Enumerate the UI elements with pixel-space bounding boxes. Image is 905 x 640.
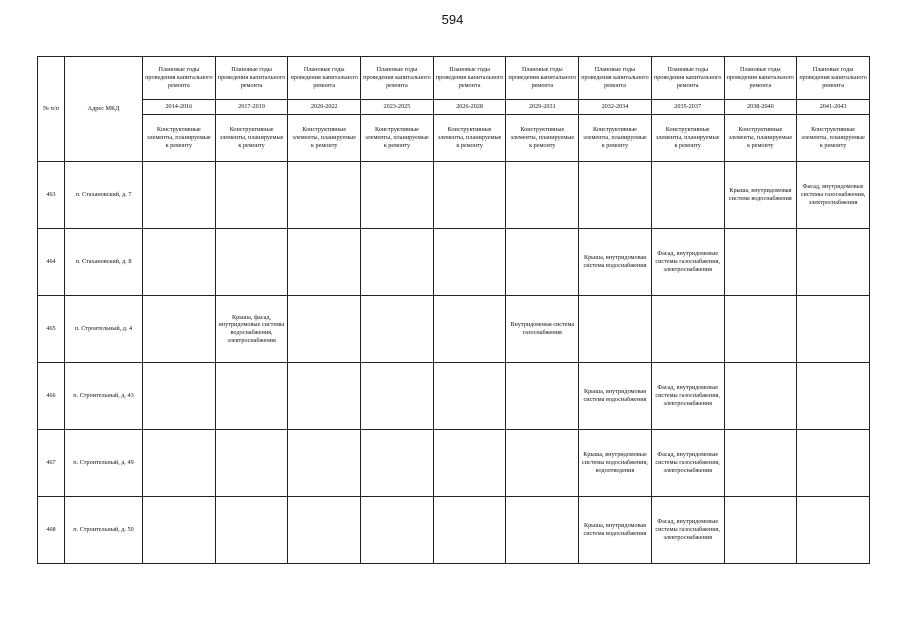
- row-number: 464: [38, 229, 65, 296]
- repair-cell: [288, 497, 361, 564]
- planned-years-header: Плановые годы проведения капитального ремонта: [433, 57, 506, 100]
- year-range-header: 2029-2031: [506, 100, 579, 115]
- repair-cell: [579, 162, 652, 229]
- row-number: 468: [38, 497, 65, 564]
- repair-cell: Фасад, внутридомовые системы газоснабжения, электроснабжения: [651, 497, 724, 564]
- column-header-address: Адрес МКД: [65, 57, 143, 162]
- elements-header: Конструктивные элементы, планируемые к ремонту: [361, 115, 434, 162]
- repair-cell: [651, 162, 724, 229]
- planned-years-header: Плановые годы проведения капитального ремонта: [724, 57, 797, 100]
- repair-cell: [433, 296, 506, 363]
- table-body: [38, 162, 870, 564]
- column-header-number: № п/п: [38, 57, 65, 162]
- repair-cell: Фасад, внутридомовые системы газоснабжения, электроснабжения: [651, 430, 724, 497]
- repair-cell: [288, 363, 361, 430]
- header-row-planned: [38, 57, 870, 100]
- repair-cell: [143, 162, 216, 229]
- elements-header: Конструктивные элементы, планируемые к ремонту: [288, 115, 361, 162]
- repair-cell: [288, 162, 361, 229]
- planned-years-header: Плановые годы проведения капитального ремонта: [651, 57, 724, 100]
- repair-cell: [433, 363, 506, 430]
- repair-cell: [215, 430, 288, 497]
- elements-header: Конструктивные элементы, планируемые к ремонту: [433, 115, 506, 162]
- table-row: [38, 162, 870, 229]
- row-address: п. Строительный, д. 49: [65, 430, 143, 497]
- repair-cell: [215, 363, 288, 430]
- repair-cell: [361, 363, 434, 430]
- year-range-header: 2032-2034: [579, 100, 652, 115]
- repair-cell: [215, 229, 288, 296]
- planned-years-header: Плановые годы проведения капитального ремонта: [143, 57, 216, 100]
- repair-cell: [361, 430, 434, 497]
- repair-cell: Крыша, внутридомовая система водоснабжения: [579, 363, 652, 430]
- repair-cell: [433, 430, 506, 497]
- repair-cell: [361, 296, 434, 363]
- repair-cell: Крыша, внутридомовая система водоснабжения: [579, 229, 652, 296]
- repair-cell: [797, 497, 870, 564]
- repair-cell: [797, 296, 870, 363]
- elements-header: Конструктивные элементы, планируемые к ремонту: [506, 115, 579, 162]
- year-range-header: 2023-2025: [361, 100, 434, 115]
- page-number: 594: [441, 12, 464, 27]
- table-row: [38, 229, 870, 296]
- repair-cell: [797, 363, 870, 430]
- row-address: п. Строительный, д. 43: [65, 363, 143, 430]
- year-range-header: 2020-2022: [288, 100, 361, 115]
- row-address: п. Строительный, д. 4: [65, 296, 143, 363]
- repair-cell: [433, 162, 506, 229]
- repair-cell: [797, 430, 870, 497]
- repair-cell: Фасад, внутридомовые системы газоснабжения, электроснабжения: [651, 363, 724, 430]
- repair-cell: [651, 296, 724, 363]
- repair-cell: [506, 430, 579, 497]
- repair-cell: [143, 497, 216, 564]
- table-row: [38, 497, 870, 564]
- planned-years-header: Плановые годы проведения капитального ремонта: [288, 57, 361, 100]
- table-row: [38, 430, 870, 497]
- repair-cell: [724, 430, 797, 497]
- year-range-header: 2035-2037: [651, 100, 724, 115]
- repair-cell: [288, 296, 361, 363]
- repair-cell: Фасад, внутридомовые системы газоснабжения, электроснабжения: [797, 162, 870, 229]
- repair-cell: Крыша, внутридомовые системы водоснабжения, водоотведения: [579, 430, 652, 497]
- repair-cell: [506, 162, 579, 229]
- table-row: [38, 296, 870, 363]
- table-header: [38, 57, 870, 162]
- row-address: п. Стахановский, д. 7: [65, 162, 143, 229]
- repair-cell: [215, 497, 288, 564]
- repair-cell: [579, 296, 652, 363]
- elements-header: Конструктивные элементы, планируемые к ремонту: [143, 115, 216, 162]
- planned-years-header: Плановые годы проведения капитального ремонта: [361, 57, 434, 100]
- year-range-header: 2014-2016: [143, 100, 216, 115]
- planned-years-header: Плановые годы проведения капитального ремонта: [506, 57, 579, 100]
- repair-cell: [797, 229, 870, 296]
- repair-cell: Фасад, внутридомовые системы газоснабжения, электроснабжения: [651, 229, 724, 296]
- row-number: 465: [38, 296, 65, 363]
- repair-cell: [433, 229, 506, 296]
- repair-cell: [288, 229, 361, 296]
- elements-header: Конструктивные элементы, планируемые к ремонту: [215, 115, 288, 162]
- repair-cell: [724, 229, 797, 296]
- year-range-header: 2017-2019: [215, 100, 288, 115]
- repair-cell: [143, 229, 216, 296]
- year-range-header: 2041-2043: [797, 100, 870, 115]
- repair-cell: [361, 497, 434, 564]
- repair-cell: [361, 162, 434, 229]
- repair-cell: [288, 430, 361, 497]
- row-number: 463: [38, 162, 65, 229]
- repair-cell: [143, 363, 216, 430]
- repair-cell: [506, 363, 579, 430]
- planned-years-header: Плановые годы проведения капитального ремонта: [579, 57, 652, 100]
- table-row: [38, 363, 870, 430]
- elements-header: Конструктивные элементы, планируемые к ремонту: [724, 115, 797, 162]
- planned-years-header: Плановые годы проведения капитального ремонта: [797, 57, 870, 100]
- repair-cell: Крыша, внутридомовая система водоснабжения: [724, 162, 797, 229]
- header-row-years: [38, 100, 870, 115]
- repair-cell: Крыша, фасад, внутридомовые системы водоснабжения, электроснабжения: [215, 296, 288, 363]
- repair-cell: [506, 497, 579, 564]
- repair-cell: [724, 363, 797, 430]
- row-address: п. Стахановский, д. 8: [65, 229, 143, 296]
- repair-cell: Крыша, внутридомовая система водоснабжения: [579, 497, 652, 564]
- repair-cell: [143, 296, 216, 363]
- repair-cell: Внутридомовая система газоснабжения: [506, 296, 579, 363]
- repair-cell: [215, 162, 288, 229]
- header-row-elements: [38, 115, 870, 162]
- repair-cell: [143, 430, 216, 497]
- repair-cell: [724, 296, 797, 363]
- repair-cell: [506, 229, 579, 296]
- repair-cell: [361, 229, 434, 296]
- elements-header: Конструктивные элементы, планируемые к ремонту: [797, 115, 870, 162]
- elements-header: Конструктивные элементы, планируемые к ремонту: [651, 115, 724, 162]
- row-number: 467: [38, 430, 65, 497]
- row-number: 466: [38, 363, 65, 430]
- row-address: п. Строительный, д. 50: [65, 497, 143, 564]
- elements-header: Конструктивные элементы, планируемые к ремонту: [579, 115, 652, 162]
- year-range-header: 2026-2028: [433, 100, 506, 115]
- planned-years-header: Плановые годы проведения капитального ремонта: [215, 57, 288, 100]
- repair-cell: [433, 497, 506, 564]
- year-range-header: 2038-2040: [724, 100, 797, 115]
- repair-cell: [724, 497, 797, 564]
- capital-repair-schedule-table: [37, 56, 870, 564]
